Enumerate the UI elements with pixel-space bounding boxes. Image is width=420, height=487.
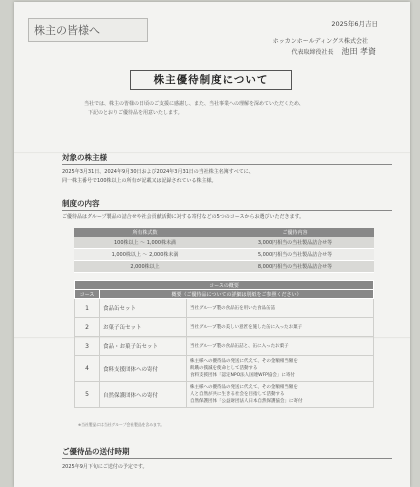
- content-text: ご優待品はグループ製品の詰合せや社会貢献活動に対する寄付などの5つのコースからお選びいただきます。: [62, 214, 305, 220]
- course-desc-line: 自然保護団体「公益財団法人日本自然保護協会」に寄付: [190, 399, 303, 404]
- letter-page: [14, 2, 410, 487]
- rep-title: 代表取締役社長: [291, 49, 334, 56]
- table-header-row: [74, 228, 374, 237]
- shipping-text: 2025年9月下旬にご送付の予定です。: [62, 464, 148, 470]
- intro-line: 当社では、株主の皆様の日頃のご支援に感謝し、また、当社事業への理解を深めていただくため、: [84, 101, 304, 107]
- course-footnote: ※当社製品には当社グループ会社製品を含みます。: [78, 422, 165, 427]
- course-name: 食料支援団体への寄付: [100, 356, 187, 382]
- course-desc-line: 人と自然が共に生きる社会を目指して活動する: [190, 392, 285, 397]
- table-row: [74, 237, 374, 249]
- greeting-label: 株主の皆様へ: [34, 24, 100, 37]
- course-name: お菓子缶セット: [100, 318, 187, 337]
- representative: [291, 46, 376, 57]
- eligible-line: 2025年3月31日、2024年9月30日および2024年3月31日の当社株主名簿すべてに、: [62, 169, 254, 175]
- shares-cell: 2,000株以上: [74, 261, 216, 273]
- course-desc-line: 当社グループ製の食品缶詰と、缶に入ったお菓子: [190, 343, 289, 349]
- course-number: 5: [75, 382, 100, 408]
- eligible-heading: 対象の株主様: [62, 153, 107, 162]
- table-row: [74, 261, 374, 273]
- course-name: 食品缶セット: [100, 299, 187, 318]
- course-desc: [187, 318, 374, 337]
- divider: [62, 458, 392, 459]
- course-desc-line: 株主様への優待品の発送に代えて、その金額相当額を: [190, 385, 298, 390]
- benefit-cell: 5,000円相当の当社製品詰合せ等: [216, 249, 374, 261]
- eligible-text: [62, 168, 254, 186]
- eligible-line: 同一株主番号で100株以上の所有が記載又は記録されている株主様。: [62, 178, 217, 184]
- course-row: [75, 382, 374, 408]
- course-number: 1: [75, 299, 100, 318]
- rep-name: 池田 孝資: [341, 47, 376, 56]
- course-title-row: [75, 281, 374, 290]
- course-desc: [187, 382, 374, 408]
- shares-cell: 1,000株以上 ～ 2,000株未満: [74, 249, 216, 261]
- shares-cell: 100株以上 ～ 1,000株未満: [74, 237, 216, 249]
- benefit-cell: 3,000円相当の当社製品詰合せ等: [216, 237, 374, 249]
- course-name: 自然保護団体への寄付: [100, 382, 187, 408]
- col-benefit: ご優待内容: [216, 228, 374, 237]
- course-number: 4: [75, 356, 100, 382]
- course-desc-line: 株主様への優待品の発送に代えて、その金額相当額を: [190, 359, 298, 364]
- content-heading: 制度の内容: [62, 199, 100, 208]
- course-desc-line: 飢餓の撲滅を使命として活動する: [190, 366, 258, 371]
- course-desc-line: 当社グループ製の美しい意匠を施した缶に入ったお菓子: [190, 324, 303, 330]
- course-name: 食品・お菓子缶セット: [100, 337, 187, 356]
- course-number: 2: [75, 318, 100, 337]
- col-course: コース: [75, 290, 100, 299]
- col-shares: 所有株式数: [74, 228, 216, 237]
- issue-date: 2025年6月吉日: [331, 20, 378, 28]
- course-desc: [187, 299, 374, 318]
- shipping-heading: ご優待品の送付時期: [62, 447, 130, 456]
- benefit-cell: 8,000円相当の当社製品詰合せ等: [216, 261, 374, 273]
- course-row: [75, 337, 374, 356]
- course-table-title: コースの概要: [75, 281, 374, 290]
- course-desc-line: 当社グループ製の食品缶を用いた食品缶詰: [190, 305, 276, 311]
- shares-table: [74, 228, 374, 273]
- course-row: [75, 356, 374, 382]
- table-row: [74, 249, 374, 261]
- company-name: ホッカンホールディングス株式会社: [272, 38, 368, 45]
- course-row: [75, 299, 374, 318]
- course-desc: [187, 337, 374, 356]
- course-row: [75, 318, 374, 337]
- course-table: [74, 280, 374, 408]
- course-desc: [187, 356, 374, 382]
- col-desc: 概要（ご優待品についての詳細は別紙をご参照ください）: [100, 290, 374, 299]
- course-number: 3: [75, 337, 100, 356]
- course-desc-line: 食料支援団体「認定NPO法人国連WFP協会」に寄付: [190, 373, 295, 378]
- divider: [62, 210, 392, 211]
- course-header-row: [75, 290, 374, 299]
- divider: [62, 164, 392, 165]
- intro-text: [84, 100, 384, 117]
- intro-line: 下記のとおりご優待品を用意いたします。: [88, 109, 183, 116]
- document-title: 株主優待制度について: [130, 70, 292, 90]
